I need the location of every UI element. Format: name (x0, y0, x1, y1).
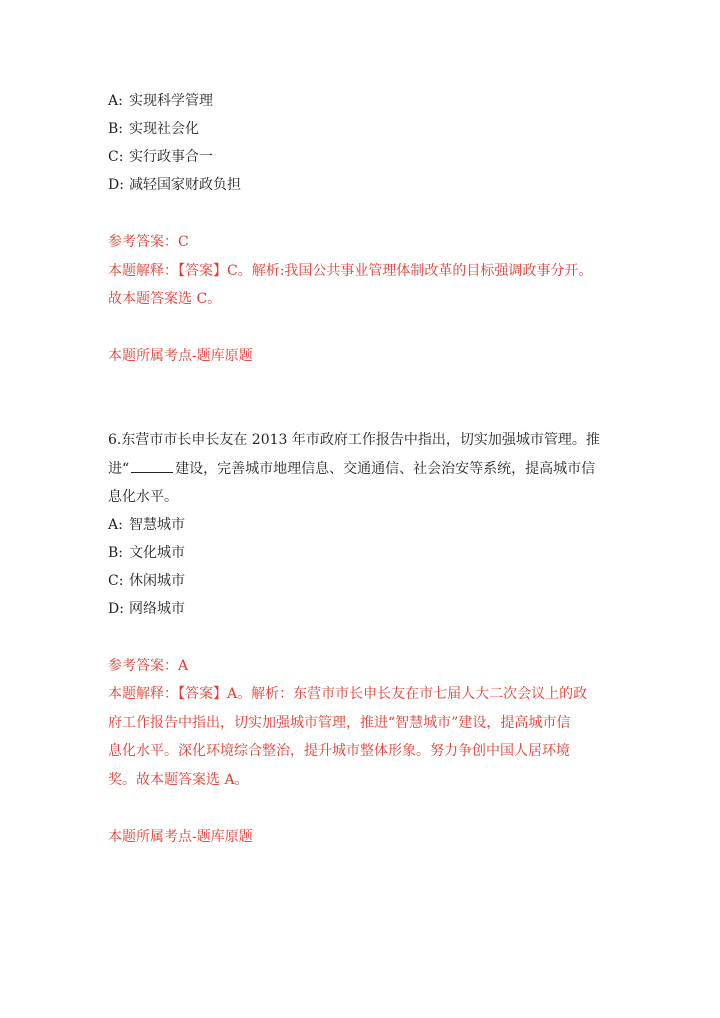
q6-explanation-line-3: 息化水平。深化环境综合整治，提升城市整体形象。努力争创中国人居环境 (108, 743, 570, 759)
option-letter: B: (108, 121, 124, 137)
option-letter: D: (108, 177, 124, 193)
option-letter: B: (108, 545, 124, 561)
option-text: 实现科学管理 (129, 93, 213, 109)
option-letter: A: (108, 93, 123, 109)
q5-explanation-line-2: 故本题答案选 C。 (108, 291, 222, 307)
q6-option-d (108, 599, 185, 619)
option-letter: C: (108, 573, 124, 589)
q5-source: 本题所属考点-题库原题 (108, 348, 253, 364)
stem-prefix: 进“ (108, 461, 130, 477)
q6-stem-line-2 (108, 459, 595, 479)
q5-option-c (108, 147, 213, 167)
q5-answer: 参考答案：C (108, 234, 189, 250)
q6-stem-line-1: 6.东营市市长申长友在 2013 年市政府工作报告中指出，切实加强城市管理。推 (108, 432, 600, 448)
option-letter: D: (108, 601, 124, 617)
q5-explanation-line-1: 本题解释：【答案】C。解析:我国公共事业管理体制改革的目标强调政事分开。 (108, 263, 593, 279)
q6-explanation-line-2: 府工作报告中指出，切实加强城市管理，推进“智慧城市”建设，提高城市信 (108, 715, 571, 731)
q5-option-d (108, 175, 241, 195)
option-text: 智慧城市 (129, 517, 185, 533)
option-letter: A: (108, 517, 123, 533)
option-text: 实现社会化 (129, 121, 199, 137)
option-text: 文化城市 (129, 545, 185, 561)
q5-option-a (108, 91, 213, 111)
option-text: 休闲城市 (129, 573, 185, 589)
q6-option-b (108, 543, 185, 563)
q6-explanation-line-4: 奖。故本题答案选 A。 (108, 772, 249, 788)
fill-blank (131, 460, 173, 473)
q6-source: 本题所属考点-题库原题 (108, 829, 253, 845)
stem-suffix: 建设，完善城市地理信息、交通通信、社会治安等系统，提高城市信 (175, 461, 596, 477)
q6-answer: 参考答案：A (108, 658, 189, 674)
option-text: 实行政事合一 (129, 149, 213, 165)
option-text: 网络城市 (129, 601, 185, 617)
q6-option-c (108, 571, 185, 591)
option-text: 减轻国家财政负担 (129, 177, 241, 193)
q5-option-b (108, 119, 199, 139)
q6-explanation-line-1: 本题解释：【答案】A。解析：东营市市长申长友在市七届人大二次会议上的政 (108, 686, 588, 702)
q6-stem-line-3: 息化水平。 (108, 489, 178, 505)
option-letter: C: (108, 149, 124, 165)
q6-option-a (108, 515, 185, 535)
